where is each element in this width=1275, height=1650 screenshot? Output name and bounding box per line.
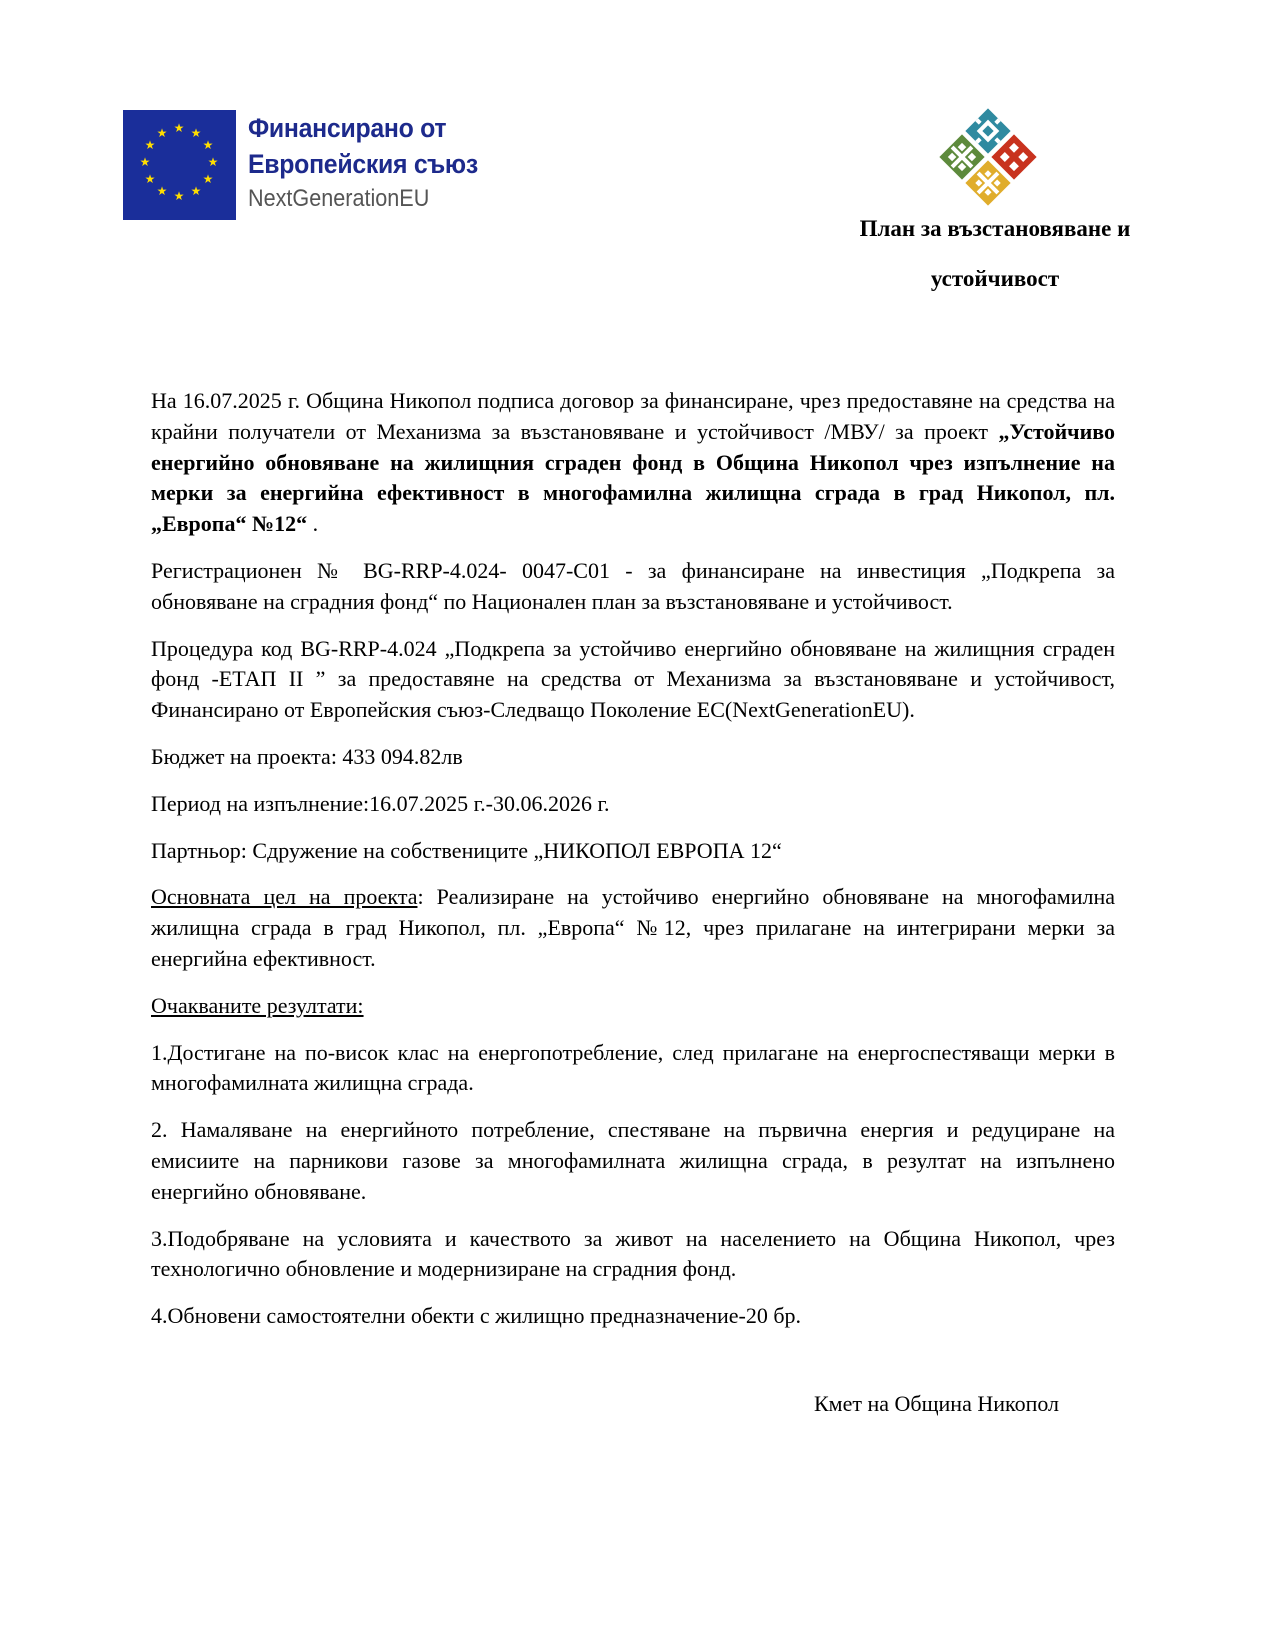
eu-flag-icon: ★ ★ ★ ★ ★ ★ ★ ★ ★ ★ ★ ★ [123, 110, 236, 220]
eu-logo-line3: NextGenerationEU [248, 185, 430, 212]
registration-paragraph: Регистрационен № BG-RRP-4.024- 0047-C01 - за финансиране на инвестиция „Подкрепа за обновяване на сградния фонд“ по Национален план за възстановяване и устойчивост. [151, 557, 1115, 614]
eu-funding-logo [123, 110, 483, 222]
recovery-plan-logo-icon [932, 104, 1044, 206]
eu-logo-text [248, 110, 498, 216]
partner-line: Партньор: Сдружение на собствениците „НИКОПОЛ ЕВРОПА 12“ [151, 837, 782, 863]
plan-title-line2: устойчивост [930, 266, 1060, 291]
eu-logo-line1: Финансирано от [248, 113, 447, 143]
project-title: „Устойчиво енергийно обновяване на жилищния сграден фонд в Община Никопол чрез изпълнение на мерки за енергийна ефективност в многофамилна жилищна сграда в град Никопол, пл. „Европа“ №12“ [151, 418, 1115, 537]
intro-text: На 16.07.2025 г. Община Никопол подписа договор за финансиране, чрез предоставяне на средства на крайни получатели от Механизма за възстановяване и устойчивост /МВУ/ за проект [151, 388, 1115, 444]
results-heading [151, 991, 1115, 1022]
mayor-signature: Кмет на Община Никопол [814, 1391, 1060, 1416]
goal-label: Основната цел на проекта [151, 884, 418, 910]
result-item-4: 4.Обновени самостоятелни обекти с жилищно предназначение-20 бр. [151, 1303, 802, 1329]
plan-title-line1: План за възстановяване и [859, 216, 1131, 241]
goal-text: : Реализиране на устойчиво енергийно обновяване на многофамилна жилищна сграда в град Никопол, пл. „Европа“ №12, чрез прилагане на интегрирани мерки за енергийна ефективност. [151, 884, 1115, 971]
results-label: Очакваните резултати: [151, 992, 364, 1018]
intro-paragraph [151, 386, 1115, 540]
goal-paragraph [151, 882, 1115, 974]
result-item-1: 1.Достигане на по-висок клас на енергопотребление, след прилагане на енергоспестяващи мерки в многофамилната жилищна сграда. [151, 1039, 1115, 1096]
intro-suffix: . [307, 511, 319, 537]
result-item-2: 2. Намаляване на енергийното потребление, спестяване на първична енергия и редуциране на емисиите на парникови газове за многофамилната жилищна сграда, в резултат на изпълнено енергийно обновяване. [151, 1117, 1115, 1204]
budget-line: Бюджет на проекта: 433 094.82лв [151, 743, 463, 769]
procedure-paragraph: Процедура код BG-RRP-4.024 „Подкрепа за устойчиво енергийно обновяване на жилищния сграден фонд -ЕТАП II ” за предоставяне на средства от Механизма за възстановяване и устойчивост, Финансирано от Европейския съюз-Следващо Поколение ЕС(NextGenerationEU). [151, 635, 1115, 723]
document-body [151, 386, 1115, 1348]
period-line: Период на изпълнение:16.07.2025 г.-30.06.2026 г. [151, 790, 610, 816]
eu-logo-line2: Европейския съюз [248, 149, 478, 179]
result-item-3: 3.Подобряване на условията и качеството за живот на населението на Община Никопол, чрез технологично обновление и модернизиране на сградния фонд. [151, 1225, 1115, 1282]
